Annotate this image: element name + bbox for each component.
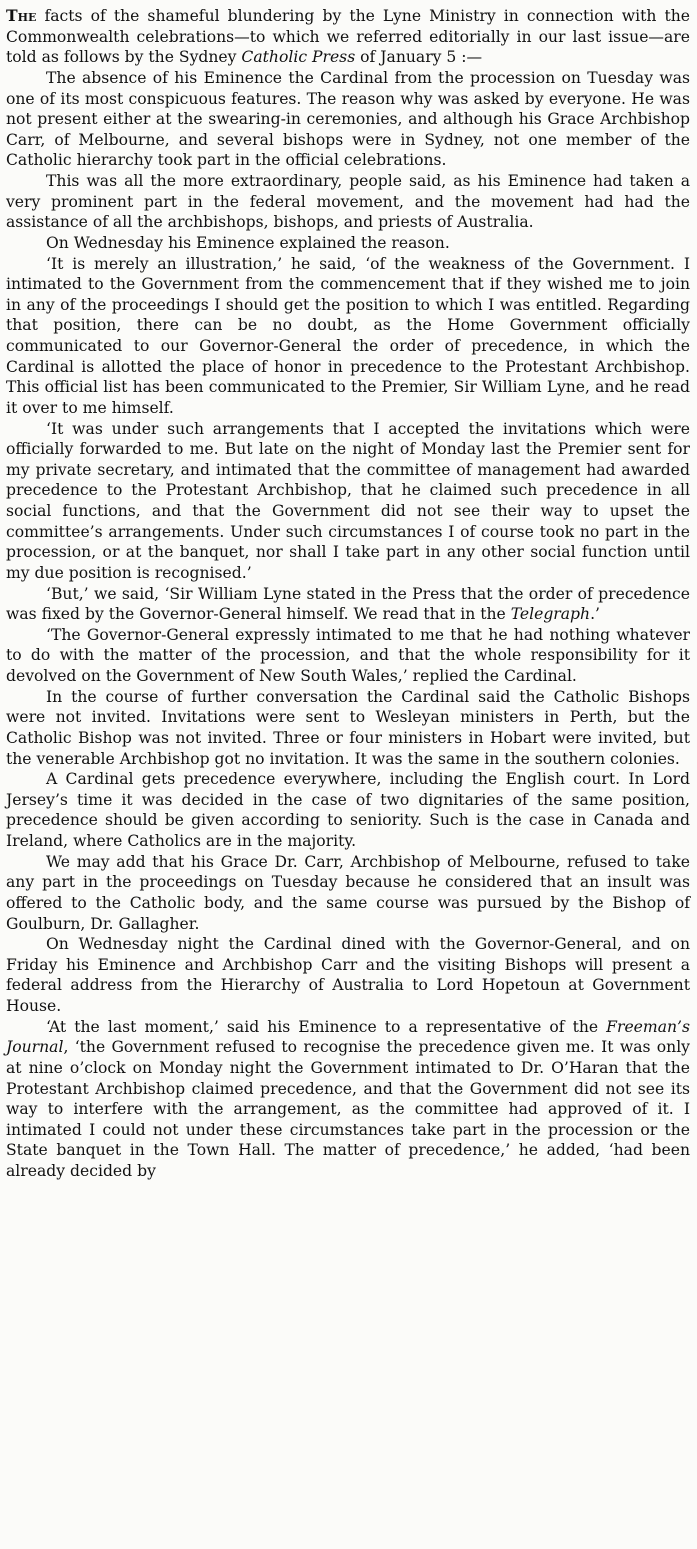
paragraph-text: On Wednesday night the Cardinal dined with the Governor-General, and on Friday his Eminence and Archbishop Carr and the visiting Bishops will present a federal address from the Hierarchy of Australia to Lord Hopetoun at Government House. xyxy=(6,935,690,1015)
publication-title: Freeman’s Journal xyxy=(6,1017,690,1057)
publication-title: Catholic Press xyxy=(241,48,356,67)
paragraph-text: ‘At the last moment,’ said his Eminence to a representative of the xyxy=(46,1017,607,1036)
article-paragraph xyxy=(6,1017,690,1182)
paragraph-text: ‘It was under such arrangements that I accepted the invitations which were officially forwarded to me. But late on the night of Monday last the Premier sent for my private secretary, and intimated that the committee of management had awarded precedence to the Protestant Archbishop, that he claimed such precedence in all social functions, and that the Government did not see their way to upset the committee’s arrangements. Under such circumstances I of course took no part in the procession, or at the banquet, nor shall I take part in any other social function until my due position is recognised.’ xyxy=(6,419,690,582)
paragraph-text: , ‘the Government refused to recognise the precedence given me. It was only at nine o’clock on Monday night the Government intimated to Dr. O’Haran that the Protestant Archbishop claimed precedence, and that the Government did not see its way to interfere with the arrangement, as the committee had approved of it. I intimated I could not under these circumstances take part in the procession or the State banquet in the Town Hall. The matter of precedence,’ he added, ‘had been already decided by xyxy=(6,1038,690,1180)
paragraph-text: In the course of further conversation the Cardinal said the Catholic Bishops were not invited. Invitations were sent to Wesleyan ministers in Perth, but the Catholic Bishop was not invited. Three or four ministers in Hobart were invited, but the venerable Archbishop got no invitation. It was the same in the southern colonies. xyxy=(6,687,690,768)
article-paragraph xyxy=(6,934,690,1017)
publication-title: Telegraph xyxy=(510,605,591,624)
paragraph-text: This was all the more extraordinary, people said, as his Eminence had taken a very prominent part in the federal movement, and the movement had had the assistance of all the archbishops, bishops, and priests of Australia. xyxy=(6,172,690,232)
paragraph-text: ‘It is merely an illustration,’ he said, ‘of the weakness of the Government. I intimated to the Government from the commencement that if they wished me to join in any of the proceedings I should get the position to which I was entitled. Regarding that position, there can be no doubt, as the Home Government officially communicated to our Governor-General the order of precedence, in which the Cardinal is allotted the place of honor in precedence to the Protestant Archbishop. This official list has been communicated to the Premier, Sir William Lyne, and he read it over to me himself. xyxy=(6,254,690,417)
paragraph-text: A Cardinal gets precedence everywhere, including the English court. In Lord Jersey’s time it was decided in the case of two dignitaries of the same position, precedence should be given according to seniority. Such is the case in Canada and Ireland, where Catholics are in the majority. xyxy=(6,770,690,850)
paragraph-text: facts of the shameful blundering by the Lyne Ministry in connection with the Commonwealth celebrations—to which we referred editorially in our last issue—are told as follows by the Sydney xyxy=(6,7,690,67)
article-paragraph xyxy=(6,68,690,171)
paragraph-text: The absence of his Eminence the Cardinal from the procession on Tuesday was one of its most conspicuous features. The reason why was asked by everyone. He was not present either at the swearing-in ceremonies, and although his Grace Archbishop Carr, of Melbourne, and several bishops were in Sydney, not one member of the Catholic hierarchy took part in the official celebrations. xyxy=(6,68,690,170)
article-paragraph xyxy=(6,419,690,584)
article-body xyxy=(6,6,690,1182)
article-paragraph xyxy=(6,233,690,254)
article-paragraph xyxy=(6,852,690,935)
paragraph-text: ‘But,’ we said, ‘Sir William Lyne stated in the Press that the order of precedence was fixed by the Governor-General himself. We read that in the xyxy=(6,584,690,624)
article-paragraph xyxy=(6,625,690,687)
paragraph-text: On Wednesday his Eminence explained the reason. xyxy=(46,233,450,252)
paragraph-text: .’ xyxy=(590,605,601,624)
article-paragraph xyxy=(6,6,690,68)
paragraph-text: ‘The Governor-General expressly intimated to me that he had nothing whatever to do with the matter of the procession, and that the whole responsibility for it devolved on the Government of New South Wales,’ replied the Cardinal. xyxy=(6,625,690,685)
article-paragraph xyxy=(6,254,690,419)
paragraph-text: We may add that his Grace Dr. Carr, Archbishop of Melbourne, refused to take any part in the proceedings on Tuesday because he considered that an insult was offered to the Catholic body, and the same course was pursued by the Bishop of Goulburn, Dr. Gallagher. xyxy=(6,852,690,933)
paragraph-text: of January 5 :— xyxy=(355,48,483,67)
lead-word: The xyxy=(6,6,37,25)
article-paragraph xyxy=(6,769,690,852)
article-paragraph xyxy=(6,171,690,233)
article-paragraph xyxy=(6,687,690,770)
article-paragraph xyxy=(6,584,690,625)
